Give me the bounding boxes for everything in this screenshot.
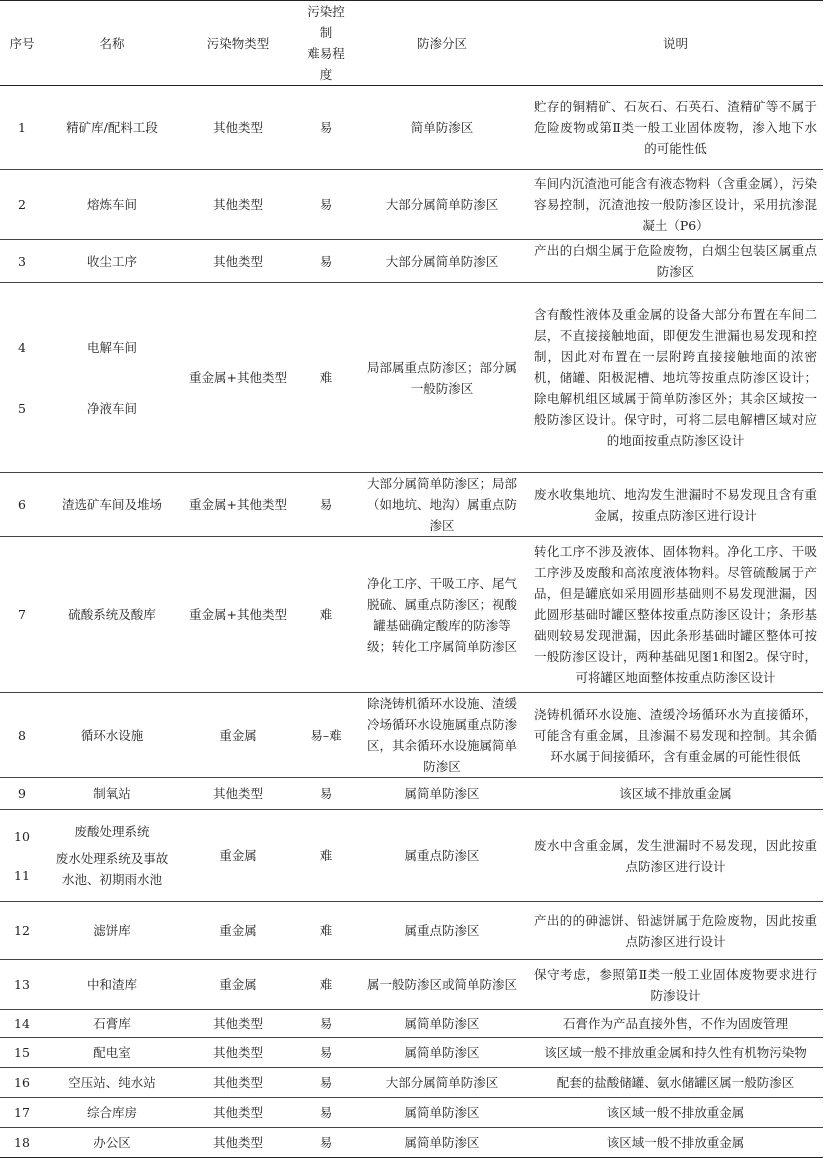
cell-no: 15	[0, 1038, 44, 1068]
cell-pollutant: 其他类型	[180, 1098, 296, 1128]
cell-zone: 大部分属简单防渗区	[356, 240, 528, 283]
table-row	[0, 240, 823, 283]
cell-zone: 大部分属简单防渗区	[356, 1068, 528, 1098]
cell-pollutant: 其他类型	[180, 240, 296, 283]
cell-no-4: 4	[18, 339, 26, 355]
header-control	[296, 1, 356, 86]
cell-desc: 含有酸性液体及重金属的设备大部分布置在车间二层，不直接接触地面，即便发生泄漏也易发现和控制，因此对布置在一层附跨直接接触地面的浓密机，储罐、阳极泥槽、地坑等按重点防渗区设计；除电解机组区域属于简单防渗区外；其余区域按一般防渗区设计。保守时，可将二层电解槽区域对应的地面按重点防渗区设计	[528, 283, 823, 473]
cell-pollutant: 其他类型	[180, 1038, 296, 1068]
cell-no: 17	[0, 1098, 44, 1128]
cell-name: 中和渣库	[44, 960, 180, 1010]
cell-pollutant: 其他类型	[180, 86, 296, 170]
cell-desc: 废水收集地坑、地沟发生泄漏时不易发现且含有重金属，按重点防渗区进行设计	[528, 473, 823, 537]
cell-name: 配电室	[44, 1038, 180, 1068]
cell-desc: 废水中含重金属，发生泄漏时不易发现，因此按重点防渗区进行设计	[528, 810, 823, 902]
cell-no: 6	[0, 473, 44, 537]
header-desc: 说明	[528, 1, 823, 86]
header-no: 序号	[0, 1, 44, 86]
table-row	[0, 693, 823, 778]
cell-control: 易–难	[296, 693, 356, 778]
table-row	[0, 86, 823, 170]
cell-desc: 贮存的铜精矿、石灰石、石英石、渣精矿等不属于危险废物或第Ⅱ类一般工业固体废物，渗入地下水的可能性低	[528, 86, 823, 170]
cell-no-11: 11	[14, 867, 30, 883]
cell-pollutant: 重金属	[180, 693, 296, 778]
cell-zone: 属一般防渗区或简单防渗区	[356, 960, 528, 1010]
cell-control: 易	[296, 778, 356, 810]
cell-control: 难	[296, 902, 356, 960]
table-row	[0, 1128, 823, 1158]
cell-desc: 配套的盐酸储罐、氨水储罐区属一般防渗区	[528, 1068, 823, 1098]
cell-name-5: 净液车间	[86, 400, 137, 416]
cell-no: 1	[0, 86, 44, 170]
cell-no: 16	[0, 1068, 44, 1098]
cell-no-10: 10	[14, 828, 30, 844]
cell-no-merged	[0, 810, 44, 902]
cell-name-merged	[44, 810, 180, 902]
cell-name: 渣选矿车间及堆场	[44, 473, 180, 537]
cell-no: 12	[0, 902, 44, 960]
cell-zone: 简单防渗区	[356, 86, 528, 170]
cell-control: 易	[296, 1098, 356, 1128]
table-row	[0, 537, 823, 693]
cell-no-merged	[0, 283, 44, 473]
table-row	[0, 778, 823, 810]
header-name: 名称	[44, 1, 180, 86]
cell-desc: 石膏作为产品直接外售，不作为固废管理	[528, 1010, 823, 1038]
table-row	[0, 1038, 823, 1068]
table-row	[0, 1068, 823, 1098]
cell-zone: 属重点防渗区	[356, 810, 528, 902]
cell-pollutant: 其他类型	[180, 170, 296, 240]
cell-zone: 大部分属简单防渗区；局部（如地坑、地沟）属重点防渗区	[356, 473, 528, 537]
cell-zone: 属简单防渗区	[356, 778, 528, 810]
cell-zone: 属重点防渗区	[356, 902, 528, 960]
cell-zone: 属简单防渗区	[356, 1010, 528, 1038]
table-row	[0, 1098, 823, 1128]
cell-control: 易	[296, 170, 356, 240]
cell-desc: 产出的的砷滤饼、铅滤饼属于危险废物，因此按重点防渗区进行设计	[528, 902, 823, 960]
cell-name: 空压站、纯水站	[44, 1068, 180, 1098]
table-row-merged	[0, 810, 823, 902]
cell-name: 硫酸系统及酸库	[44, 537, 180, 693]
cell-control: 易	[296, 1128, 356, 1158]
cell-control: 易	[296, 1068, 356, 1098]
cell-name: 循环水设施	[44, 693, 180, 778]
cell-desc: 该区域一般不排放重金属和持久性有机物污染物	[528, 1038, 823, 1068]
header-control-line1: 污染控制	[307, 4, 345, 40]
table-row-merged	[0, 283, 823, 473]
cell-name-merged	[44, 283, 180, 473]
table-row	[0, 473, 823, 537]
cell-pollutant: 重金属	[180, 960, 296, 1010]
cell-name: 收尘工序	[44, 240, 180, 283]
cell-zone: 净化工序、干吸工序、尾气脱硫、属重点防渗区；视酸罐基础确定酸库的防渗等级；转化工序属简单防渗区	[356, 537, 528, 693]
header-pollutant: 污染物类型	[180, 1, 296, 86]
cell-name-11: 废水处理系统及事故水池、初期雨水池	[55, 851, 169, 887]
cell-zone: 大部分属简单防渗区	[356, 170, 528, 240]
cell-pollutant: 其他类型	[180, 1010, 296, 1038]
cell-zone: 属简单防渗区	[356, 1038, 528, 1068]
cell-zone: 局部属重点防渗区；部分属一般防渗区	[356, 283, 528, 473]
cell-desc: 该区域一般不排放重金属	[528, 1098, 823, 1128]
cell-zone: 属简单防渗区	[356, 1128, 528, 1158]
cell-pollutant: 重金属+其他类型	[180, 283, 296, 473]
cell-pollutant: 其他类型	[180, 1068, 296, 1098]
cell-pollutant: 其他类型	[180, 1128, 296, 1158]
cell-pollutant: 重金属+其他类型	[180, 473, 296, 537]
cell-pollutant: 重金属	[180, 902, 296, 960]
cell-control: 易	[296, 86, 356, 170]
cell-desc: 车间内沉渣池可能含有液态物料（含重金属），污染容易控制，沉渣池按一般防渗区设计，采用抗渗混凝土（P6）	[528, 170, 823, 240]
cell-control: 难	[296, 283, 356, 473]
cell-no: 13	[0, 960, 44, 1010]
cell-name: 精矿库/配料工段	[44, 86, 180, 170]
table-row	[0, 1010, 823, 1038]
cell-desc: 产出的白烟尘属于危险废物，白烟尘包装区属重点防渗区	[528, 240, 823, 283]
cell-name-10: 废酸处理系统	[74, 824, 150, 839]
cell-no: 7	[0, 537, 44, 693]
cell-name: 熔炼车间	[44, 170, 180, 240]
cell-no: 14	[0, 1010, 44, 1038]
table-row	[0, 902, 823, 960]
cell-control: 难	[296, 960, 356, 1010]
cell-no: 3	[0, 240, 44, 283]
cell-name: 滤饼库	[44, 902, 180, 960]
cell-control: 难	[296, 537, 356, 693]
cell-control: 易	[296, 473, 356, 537]
cell-control: 易	[296, 1010, 356, 1038]
cell-desc: 该区域不排放重金属	[528, 778, 823, 810]
table-header-row	[0, 1, 823, 86]
header-control-line2: 难易程度	[307, 46, 345, 82]
table-row	[0, 960, 823, 1010]
cell-desc: 浇铸机循环水设施、渣缓冷场循环水为直接循环，可能含有重金属，且渗漏不易发现和控制。其余循环水属于间接循环，含有重金属的可能性很低	[528, 693, 823, 778]
cell-no: 2	[0, 170, 44, 240]
header-zone: 防渗分区	[356, 1, 528, 86]
cell-pollutant: 重金属	[180, 810, 296, 902]
cell-name-4: 电解车间	[86, 339, 137, 355]
cell-pollutant: 其他类型	[180, 778, 296, 810]
table-row	[0, 170, 823, 240]
cell-control: 难	[296, 810, 356, 902]
cell-no-5: 5	[18, 400, 26, 416]
cell-zone: 属简单防渗区	[356, 1098, 528, 1128]
cell-no: 9	[0, 778, 44, 810]
cell-no: 8	[0, 693, 44, 778]
cell-control: 易	[296, 240, 356, 283]
cell-name: 石膏库	[44, 1010, 180, 1038]
cell-name: 制氧站	[44, 778, 180, 810]
cell-desc: 保守考虑，参照第Ⅱ类一般工业固体废物要求进行防渗设计	[528, 960, 823, 1010]
cell-pollutant: 重金属+其他类型	[180, 537, 296, 693]
cell-control: 易	[296, 1038, 356, 1068]
cell-no: 18	[0, 1128, 44, 1158]
cell-desc: 该区域一般不排放重金属	[528, 1128, 823, 1158]
cell-zone: 除浇铸机循环水设施、渣缓冷场循环水设施属重点防渗区，其余循环水设施属简单防渗区	[356, 693, 528, 778]
cell-name: 综合库房	[44, 1098, 180, 1128]
cell-desc: 转化工序不涉及液体、固体物料。净化工序、干吸工序涉及废酸和高浓度液体物料。尽管硫酸属于产品，但是罐底如采用圆形基础则不易发现泄漏，因此圆形基础时罐区整体按重点防渗区设计；条形基础则较易发现泄漏，因此条形基础时罐区整体可按一般防渗区设计，两种基础见图1和图2。保守时，可将罐区地面整体按重点防渗区设计	[528, 537, 823, 693]
cell-name: 办公区	[44, 1128, 180, 1158]
